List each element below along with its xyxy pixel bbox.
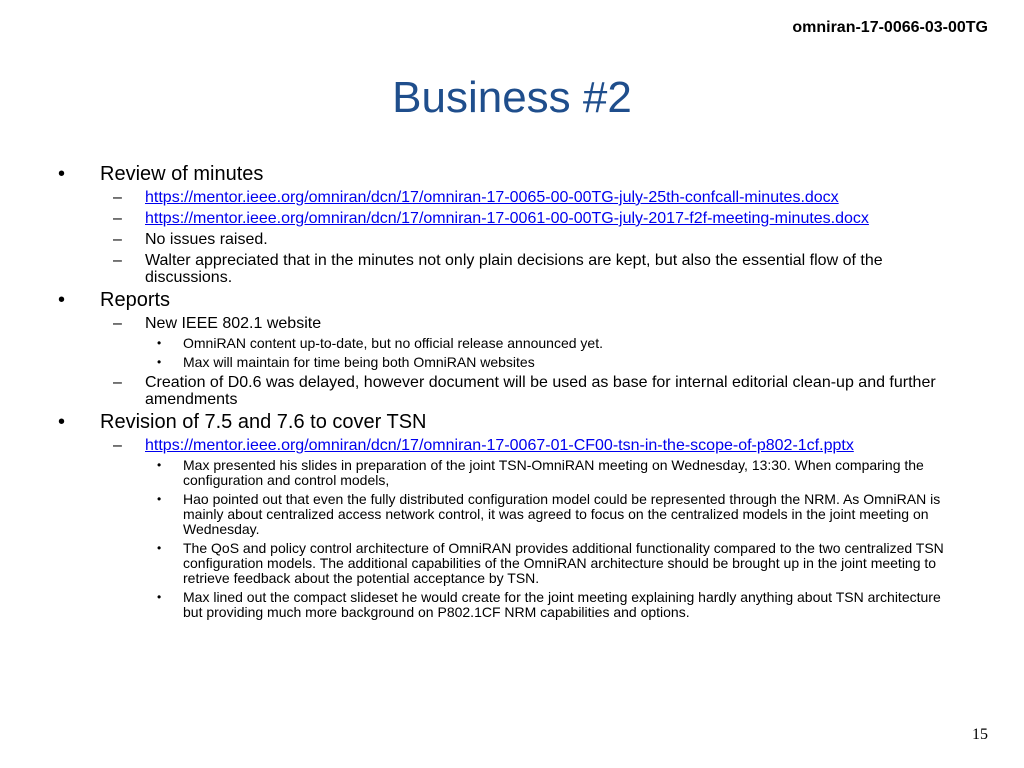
sub-bullet-text: Creation of D0.6 was delayed, however document will be used as base for internal editorial clean-up and further amendments	[145, 374, 936, 408]
bullet-dot: •	[157, 355, 162, 369]
dash-mark: –	[113, 437, 122, 454]
bullet-dot: •	[58, 289, 66, 311]
sub-sub-bullet-websites	[0, 355, 1024, 370]
bullet-dot: •	[157, 458, 162, 472]
bullet-dot: •	[157, 336, 162, 350]
sub-sub-bullet-text: Max presented his slides in preparation of the joint TSN-OmniRAN meeting on Wednesday, 13:30. When comparing the configuration and control models,	[183, 457, 924, 488]
sub-sub-bullet-text: The QoS and policy control architecture of OmniRAN provides additional functionality compared to the two centralized TSN configuration models. The additional capabilities of the OmniRAN architecture should be brought up in the joint meeting to retrieve feedback about the potential acceptance by TSN.	[183, 540, 944, 586]
sub-sub-bullet-text: Hao pointed out that even the fully distributed configuration model could be represented through the NRM. As OmniRAN is mainly about centralized access network control, it was agreed to focus on the centralized models in the joint meeting on Wednesday.	[183, 491, 941, 537]
slide-title: Business #2	[392, 73, 632, 122]
bullet-dot: •	[157, 492, 162, 506]
bullet-dot: •	[157, 590, 162, 604]
sub-bullet-d06	[0, 374, 1024, 408]
sub-bullet-no-issues	[0, 231, 1024, 248]
bullet-dot: •	[157, 541, 162, 555]
sub-bullet-website	[0, 315, 1024, 332]
bullet-dot: •	[58, 163, 66, 185]
bullet-text: Revision of 7.5 and 7.6 to cover TSN	[100, 411, 427, 433]
bullet-dot: •	[58, 411, 66, 433]
sub-bullet-walter	[0, 252, 1024, 286]
document-id: omniran-17-0066-03-00TG	[792, 19, 988, 36]
sub-bullet-text: Walter appreciated that in the minutes not only plain decisions are kept, but also the essential flow of the discussions.	[145, 252, 883, 286]
slide-body	[0, 160, 1024, 620]
bullet-review-minutes	[0, 163, 1024, 185]
sub-sub-bullet-content	[0, 336, 1024, 351]
sub-bullet-minutes-link-1	[0, 189, 1024, 206]
sub-bullet-text: No issues raised.	[145, 231, 268, 248]
bullet-reports	[0, 289, 1024, 311]
sub-sub-bullet-text: Max lined out the compact slideset he would create for the joint meeting explaining hardly anything about TSN architecture but providing much more background on P802.1CF NRM capabilities and options.	[183, 589, 941, 620]
dash-mark: –	[113, 374, 122, 391]
sub-sub-bullet-text: Max will maintain for time being both OmniRAN websites	[183, 354, 535, 370]
tsn-slides-link[interactable]: https://mentor.ieee.org/omniran/dcn/17/omniran-17-0067-01-CF00-tsn-in-the-scope-of-p802-1cf.pptx	[145, 437, 854, 454]
sub-sub-bullet-qos	[0, 541, 1024, 586]
sub-bullet-minutes-link-2	[0, 210, 1024, 227]
bullet-tsn-revision	[0, 411, 1024, 433]
dash-mark: –	[113, 231, 122, 248]
bullet-text: Review of minutes	[100, 163, 264, 185]
sub-bullet-tsn-link	[0, 437, 1024, 454]
minutes-link-2[interactable]: https://mentor.ieee.org/omniran/dcn/17/omniran-17-0061-00-00TG-july-2017-f2f-meeting-minutes.docx	[145, 210, 869, 227]
sub-sub-bullet-max-presented	[0, 458, 1024, 488]
sub-bullet-text: New IEEE 802.1 website	[145, 315, 322, 332]
sub-sub-bullet-slideset	[0, 590, 1024, 620]
minutes-link-1[interactable]: https://mentor.ieee.org/omniran/dcn/17/omniran-17-0065-00-00TG-july-25th-confcall-minutes.docx	[145, 189, 839, 206]
sub-sub-bullet-text: OmniRAN content up-to-date, but no official release announced yet.	[183, 335, 603, 351]
page-number: 15	[972, 726, 988, 743]
sub-sub-bullet-hao	[0, 492, 1024, 537]
dash-mark: –	[113, 189, 122, 206]
dash-mark: –	[113, 252, 122, 269]
dash-mark: –	[113, 315, 122, 332]
bullet-text: Reports	[100, 289, 171, 311]
dash-mark: –	[113, 210, 122, 227]
